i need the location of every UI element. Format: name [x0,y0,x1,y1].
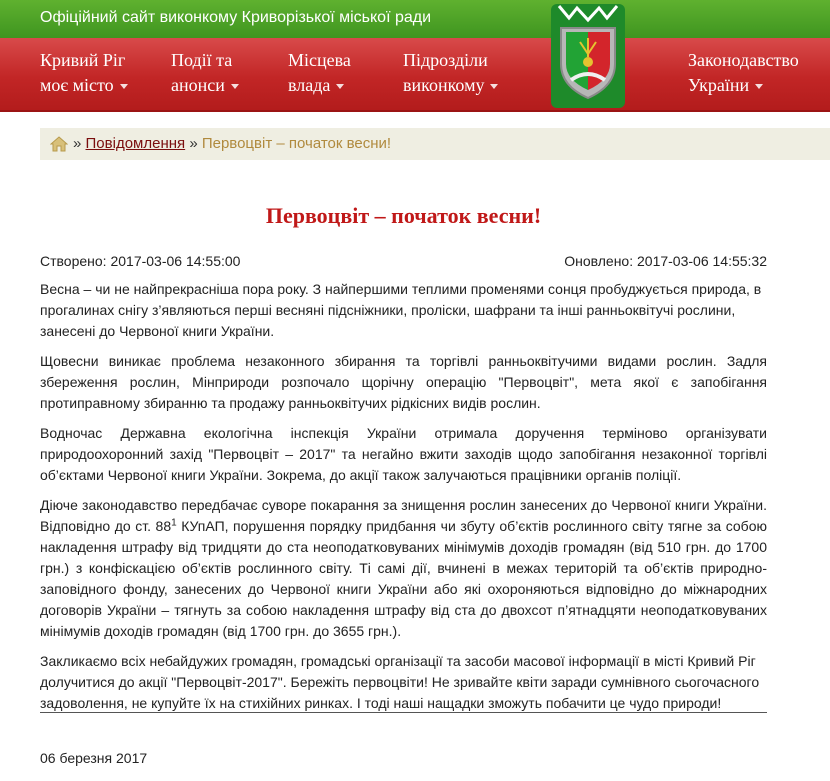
paragraph-text: КУпАП, порушення порядку придбання чи збуту об’єктів рослинного світу тягне за собою накладення штрафу від тридцяти до ста неоподатковуваних мінімумів доходів громадян (від 510 грн. до 1700 грн.) з конфіскацією об’єктів рослинного світу. Ті самі дії, вчинені в межах територій та об’єктів природно-заповідного фонду, занесених до Червоної книги України або які охороняються відповідно до міжнародних договорів України – тягнуть за собою накладення штрафу від ста до двохсот п’ятнадцяти неоподатковуваних мінімумів доходів громадян (від 1700 грн. до 3655 грн.). [40,518,767,639]
breadcrumb [40,128,830,160]
chevron-down-icon [231,84,239,89]
site-title[interactable]: Офіційний сайт виконкому Криворізької міської ради [40,9,432,26]
nav-item-label: анонси [171,75,225,95]
breadcrumb-separator: » [73,135,82,152]
top-bar [0,0,830,38]
nav-item-label: моє місто [40,75,114,95]
paragraph-text: Діюче законодавство передбачає суворе покарання за знищення рослин занесених до Червоної книги України. Відповідно до ст. 88 [40,497,767,534]
nav-item-label: Місцева [288,50,351,70]
breadcrumb-current: Первоцвіт – початок весни! [201,135,392,152]
article-paragraph: Весна – чи не найпрекрасніша пора року. З найпершими теплими променями сонця пробуджується природа, в прогалинах снігу з’являються перші весняні підсніжники, проліски, шафрани та інші ранньоквітучі рослини, занесені до Червоної книги України. [40,281,762,339]
nav-item-legislation[interactable] [688,48,799,98]
nav-item-kryvyi-rih[interactable] [40,48,128,98]
chevron-down-icon [336,84,344,89]
nav-item-local-government[interactable] [288,48,351,98]
chevron-down-icon [755,84,763,89]
nav-item-label: України [688,75,750,95]
nav-item-label: виконкому [403,75,485,95]
article-paragraph: Водночас Державна екологічна інспекція України отримала доручення терміново організувати природоохоронний захід "Первоцвіт – 2017" та негайно вжити заходів щодо запобігання незаконної торгівлі об’єктами Червоної книги України. Зокрема, до акції також залучаються працівники органів поліції. [40,425,767,483]
page-title: Первоцвіт – початок весни! [265,203,542,228]
chevron-down-icon [490,84,498,89]
breadcrumb-link-announcements[interactable]: Повідомлення [85,135,186,152]
chevron-down-icon [120,84,128,89]
article-paragraph [40,495,767,642]
created-date: Створено: 2017-03-06 14:55:00 [40,253,241,269]
nav-item-departments[interactable] [403,48,498,98]
article-paragraph: Закликаємо всіх небайдужих громадян, громадські організації та засоби масової інформації в місті Кривий Ріг долучитися до акції "Первоцвіт-2017". Бережіть первоцвіти! Не зривайте квіти заради сумнівного сьогочасного задоволення, не купуйте їх на стихійних ринках. І тоді наші нащадки зможуть побачити це чудо природи! [40,653,760,711]
city-crest-icon[interactable] [547,2,629,110]
article-paragraph: Щовесни виникає проблема незаконного збирання та торгівлі ранньоквітучими видами рослин. Задля збереження рослин, Мінприроди розпочало щорічну операцію "Первоцвіт", мета якої є запобігання протиправному збиранню та продажу ранньоквітучих рідкісних видів рослин. [40,353,767,411]
nav-item-label: влада [288,75,331,95]
nav-item-label: Події та [171,50,233,70]
nav-item-label: Законодавство [688,50,799,70]
home-icon[interactable] [50,136,68,152]
nav-item-label: Підрозділи [403,50,488,70]
article-body [40,279,767,723]
updated-date: Оновлено: 2017-03-06 14:55:32 [564,253,767,269]
breadcrumb-separator: » [189,135,198,152]
divider [40,712,767,713]
main-nav [0,38,830,112]
publish-date: 06 березня 2017 [40,750,148,766]
nav-item-events[interactable] [171,48,239,98]
nav-item-label: Кривий Ріг [40,50,126,70]
superscript: 1 [171,517,177,529]
